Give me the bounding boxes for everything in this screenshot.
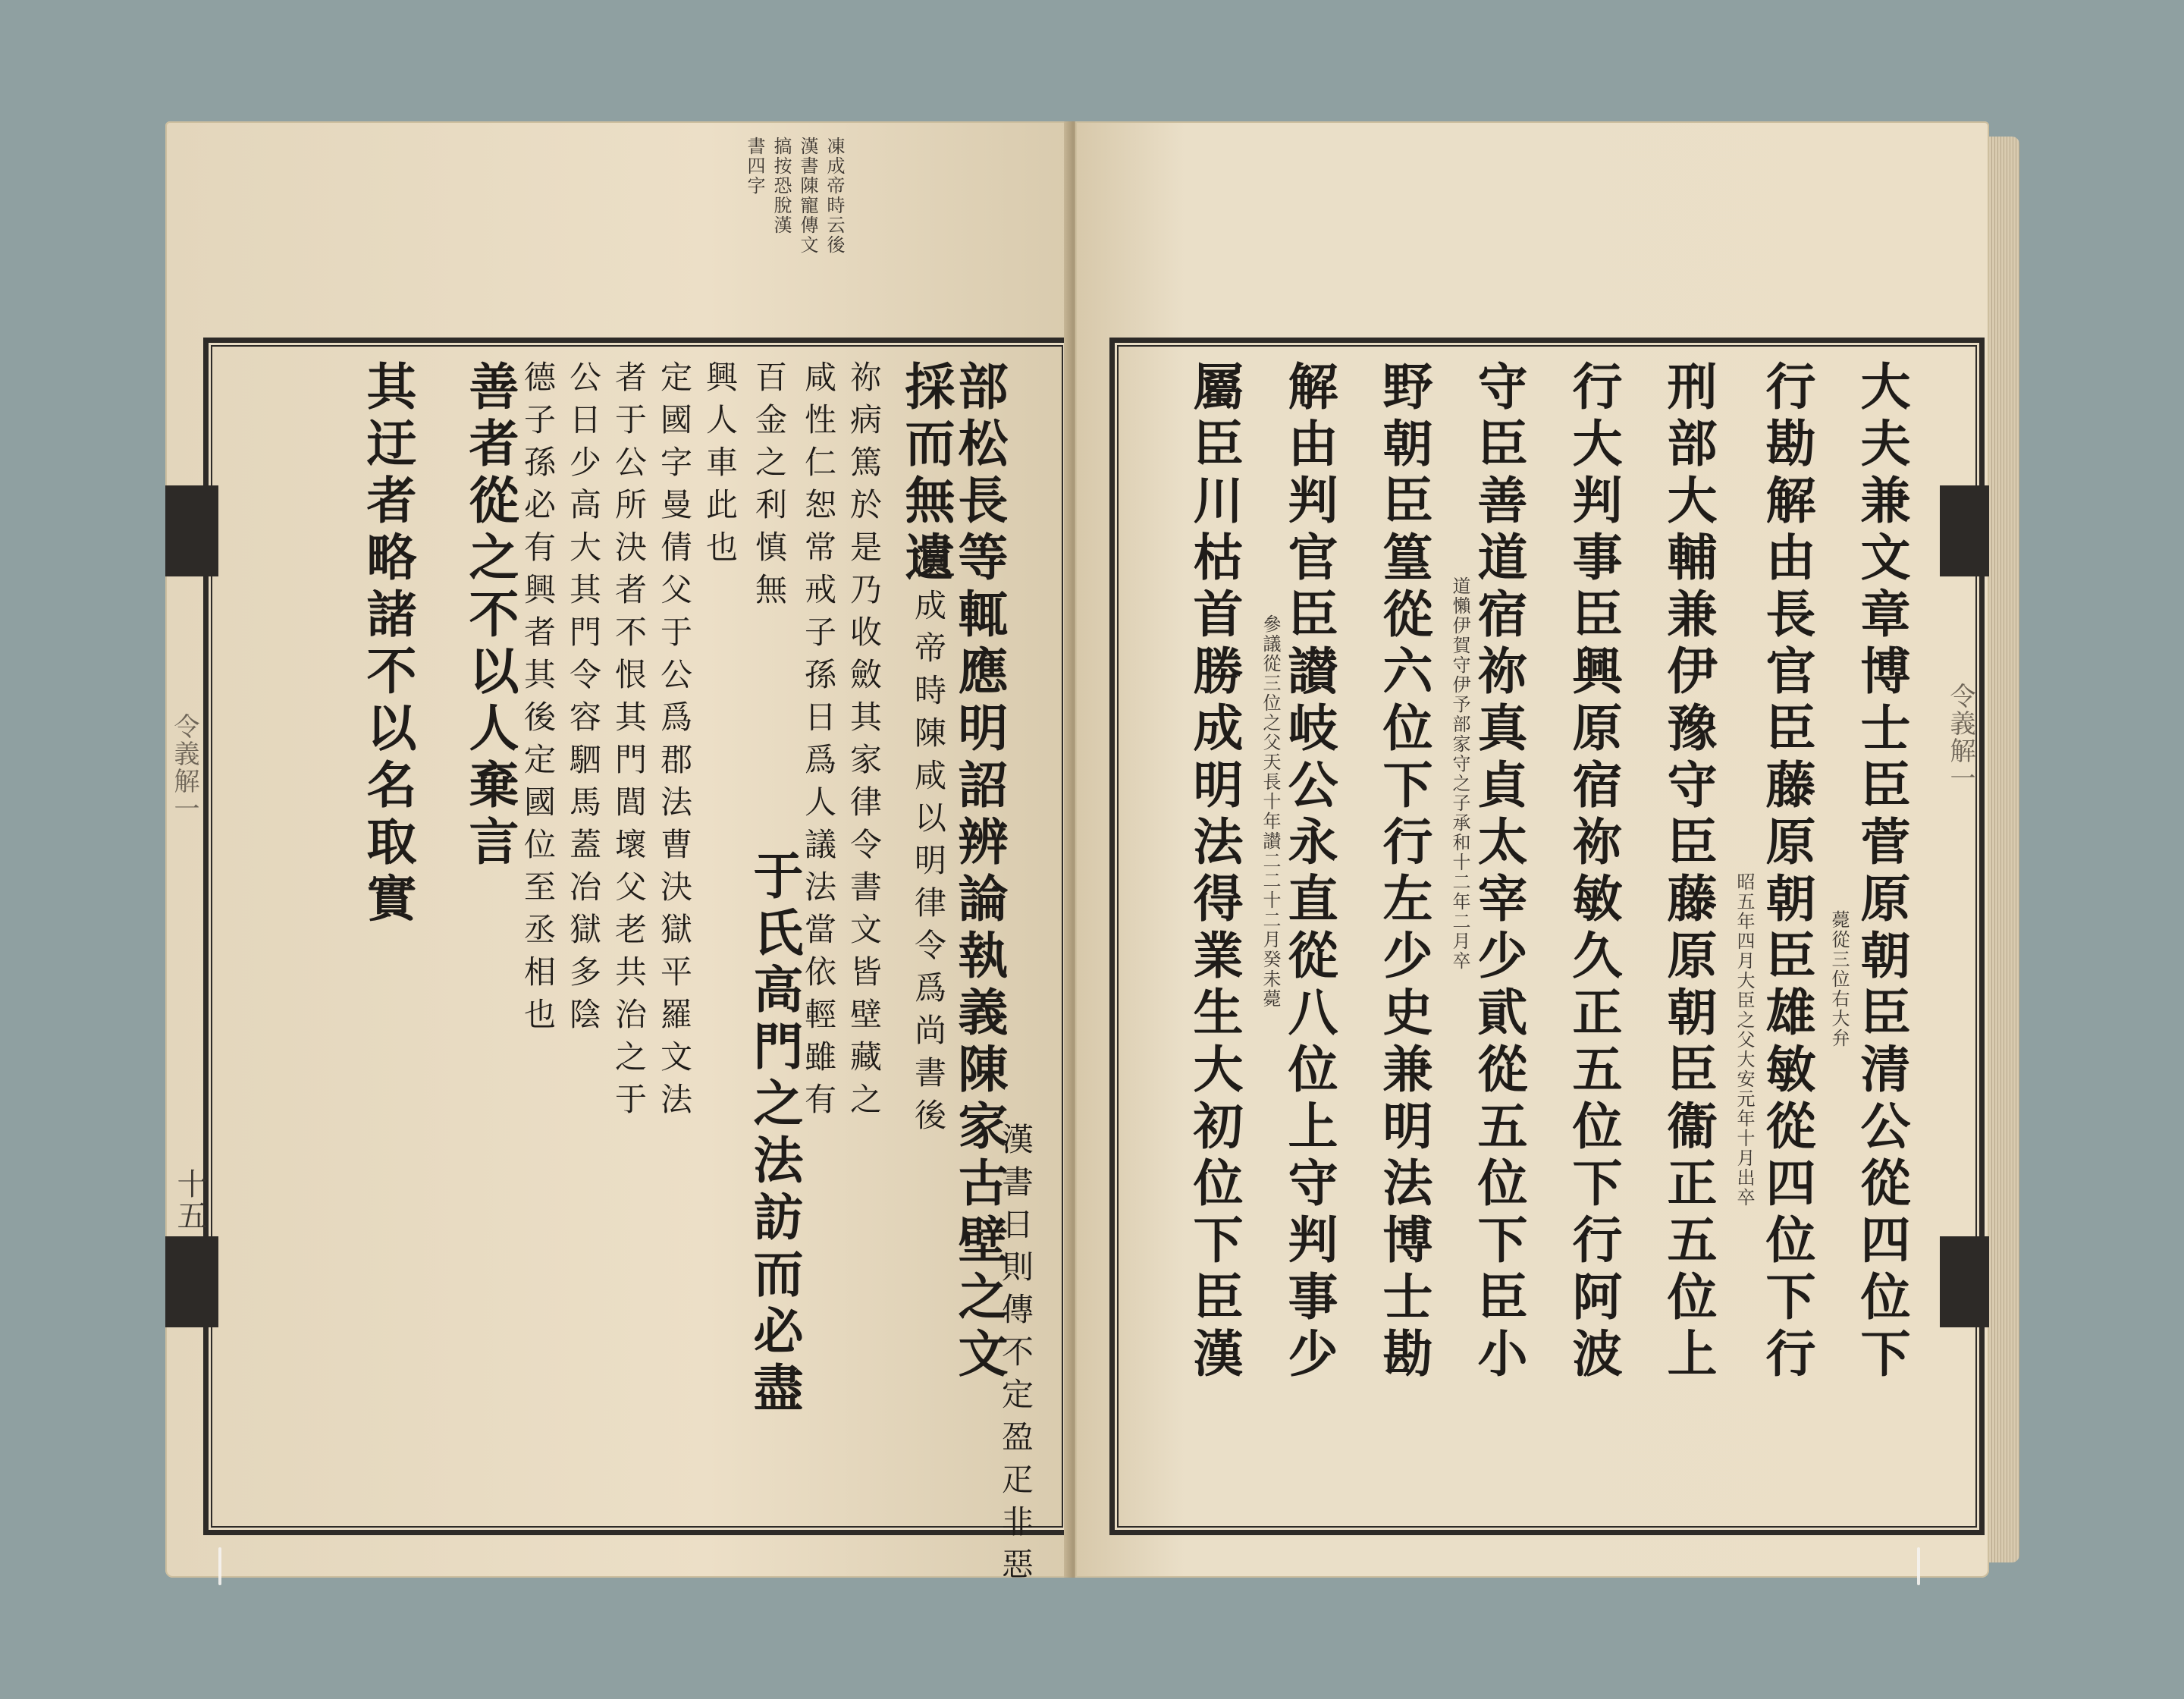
text-column: 其迂者略諸不以名取實 (358, 360, 417, 929)
page-edges (1989, 137, 2019, 1562)
text-column: 定國字曼倩父于公爲郡法曹決獄平羅文法 (656, 360, 693, 1125)
text-column: 行勘解由長官臣藤原朝臣雄敏從四位下行 (1757, 360, 1816, 1384)
text-column: 行大判事臣興原宿祢敏久正五位下行阿波 (1564, 360, 1623, 1384)
margin-ornament-top (165, 485, 218, 576)
text-column: 咸性仁恕常戒子孫日爲人議法當依輕雖有 (800, 360, 837, 1125)
margin-ornament-bottom (165, 1236, 218, 1327)
interlinear-note: 道懶伊賀守伊予部家守之子承和十二年二月卒 (1449, 576, 1470, 971)
text-column: 大夫兼文章博士臣菅原朝臣清公從四位下 (1852, 360, 1911, 1384)
text-column: 漢成帝時陳咸以明律令爲尚書後 (910, 546, 947, 1141)
margin-title: 令義解一 (169, 713, 199, 822)
margin-title: 令義解一 (1945, 683, 1975, 792)
interlinear-note: 昭五年四月大臣之父大安元年十月出卒 (1734, 872, 1755, 1208)
binding-thread (1917, 1547, 1920, 1585)
header-note-4: 書四字 (744, 137, 765, 196)
margin-ornament-top (1940, 485, 1993, 576)
interlinear-note: 薨從三位右大弁 (1828, 910, 1850, 1048)
left-page (165, 121, 1069, 1590)
text-column: 祢病篤於是乃收斂其家律令書文皆壁藏之 (846, 360, 883, 1125)
header-note-1: 凍成帝時云後 (824, 137, 845, 255)
binding-thread (218, 1547, 221, 1585)
header-note-2: 漢書陳寵傳文 (797, 137, 818, 255)
text-column: 屬臣川枯首勝成明法得業生大初位下臣漢 (1185, 360, 1244, 1384)
text-column: 刑部大輔兼伊豫守臣藤原朝臣衞正五位上 (1658, 360, 1718, 1384)
text-column: 者于公所決者不恨其門閭壞父老共治之于 (610, 360, 648, 1125)
text-column: 公日少高大其門令容駟馬蓋冶獄多陰 (565, 360, 602, 1040)
text-column: 于氏高門之法訪而必盡 (745, 850, 804, 1418)
right-page (1075, 121, 1989, 1578)
text-column: 解由判官臣讃岐公永直從八位上守判事少 (1279, 360, 1338, 1384)
margin-ornament-bottom (1940, 1236, 1993, 1327)
text-column: 漢書日則傳不定盈疋非惡 (997, 1123, 1034, 1590)
interlinear-note: 參議從三位之父天長十年讃二二十二月癸未薨 (1260, 614, 1281, 1009)
text-column: 德子孫必有興者其後定國位至丞相也 (519, 360, 557, 1040)
text-column: 野朝臣篁從六位下行左少史兼明法博士勘 (1374, 360, 1433, 1384)
header-note-3: 搞按恐脫漢 (770, 137, 792, 235)
text-column: 部松長等輒應明詔辨論執義陳家古壁之文 (949, 360, 1009, 1384)
text-column: 百金之利慎無 (751, 360, 788, 615)
text-column: 興人車此也 (701, 360, 739, 573)
text-column: 善者從之不以人棄言 (460, 360, 519, 872)
open-book (165, 121, 2023, 1593)
text-column: 採而無遺 (896, 360, 956, 588)
page-number: 十五 (172, 1168, 207, 1232)
text-column: 守臣善道宿祢真貞太宰少貮從五位下臣小 (1469, 360, 1528, 1384)
